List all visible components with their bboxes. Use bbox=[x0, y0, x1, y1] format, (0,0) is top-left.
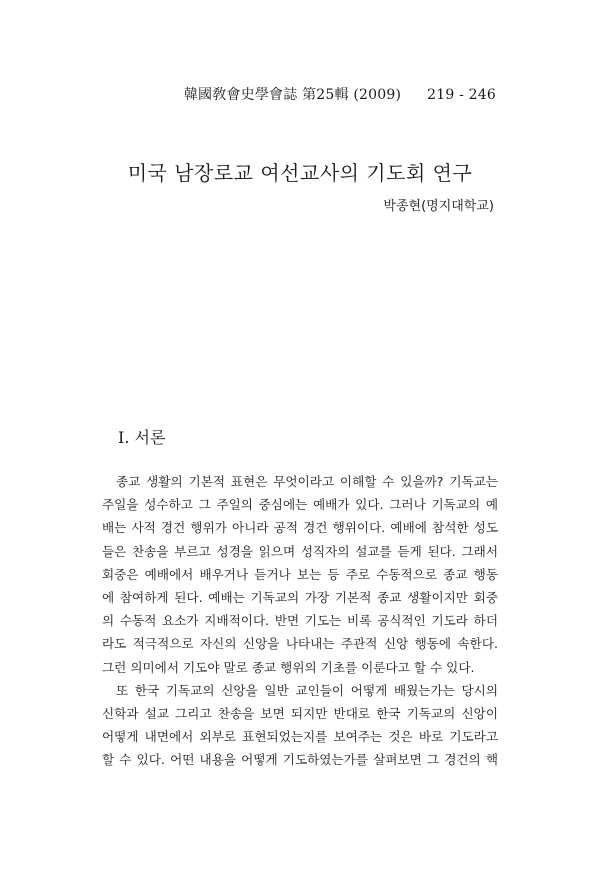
text-line: 신학과 설교 그리고 찬송을 보면 되지만 반대로 한국 기독교의 신앙이 bbox=[102, 705, 498, 721]
text-line: 또 한국 기독교의 신앙을 일반 교인들이 어떻게 배웠는가는 당시의 bbox=[116, 682, 498, 698]
text-line: 에 참여하게 된다. 예배는 기독교의 가장 기본적 종교 생활이지만 회중 bbox=[102, 589, 498, 605]
text-line: 그런 의미에서 기도야 말로 종교 행위의 기초를 이룬다고 할 수 있다. bbox=[102, 659, 475, 675]
text-line: 할 수 있다. 어떤 내용을 어떻게 기도하였는가를 살펴보면 그 경건의 핵 bbox=[102, 752, 498, 768]
text-line: 배는 사적 경건 행위가 아니라 공적 경건 행위이다. 예배에 참석한 성도 bbox=[102, 520, 498, 536]
journal-header bbox=[184, 84, 496, 104]
text-line: 주일을 성수하고 그 주일의 중심에는 예배가 있다. 그러나 기독교의 예 bbox=[102, 497, 498, 513]
text-line: 라도 적극적으로 자신의 신앙을 나타내는 주관적 신앙 행동에 속한다. bbox=[102, 636, 498, 652]
text-line: 어떻게 내면에서 외부로 표현되었는지를 보여주는 것은 바로 기도라고 bbox=[102, 729, 498, 745]
paragraph bbox=[102, 679, 498, 772]
section-heading: I. 서론 bbox=[118, 428, 166, 447]
article-title: 미국 남장로교 여선교사의 기도회 연구 bbox=[127, 161, 473, 186]
text-line: 의 수동적 요소가 지배적이다. 반면 기도는 비록 공식적인 기도라 하더 bbox=[102, 613, 498, 629]
page-range: 219 - 246 bbox=[427, 87, 496, 103]
journal-name: 韓國敎會史學會誌 第25輯 (2009) bbox=[183, 87, 402, 103]
author-affiliation: 박종현(명지대학교) bbox=[383, 199, 494, 214]
text-line: 종교 생활의 기본적 표현은 무엇이라고 이해할 수 있을까? 기독교는 bbox=[116, 474, 498, 489]
body-text bbox=[102, 470, 498, 771]
text-line: 회중은 예배에서 배우거나 듣거나 보는 등 주로 수동적으로 종교 행동 bbox=[102, 566, 498, 582]
text-line: 들은 찬송을 부르고 성경을 읽으며 성직자의 설교를 듣게 된다. 그래서 bbox=[102, 543, 498, 559]
paragraph bbox=[102, 470, 498, 679]
